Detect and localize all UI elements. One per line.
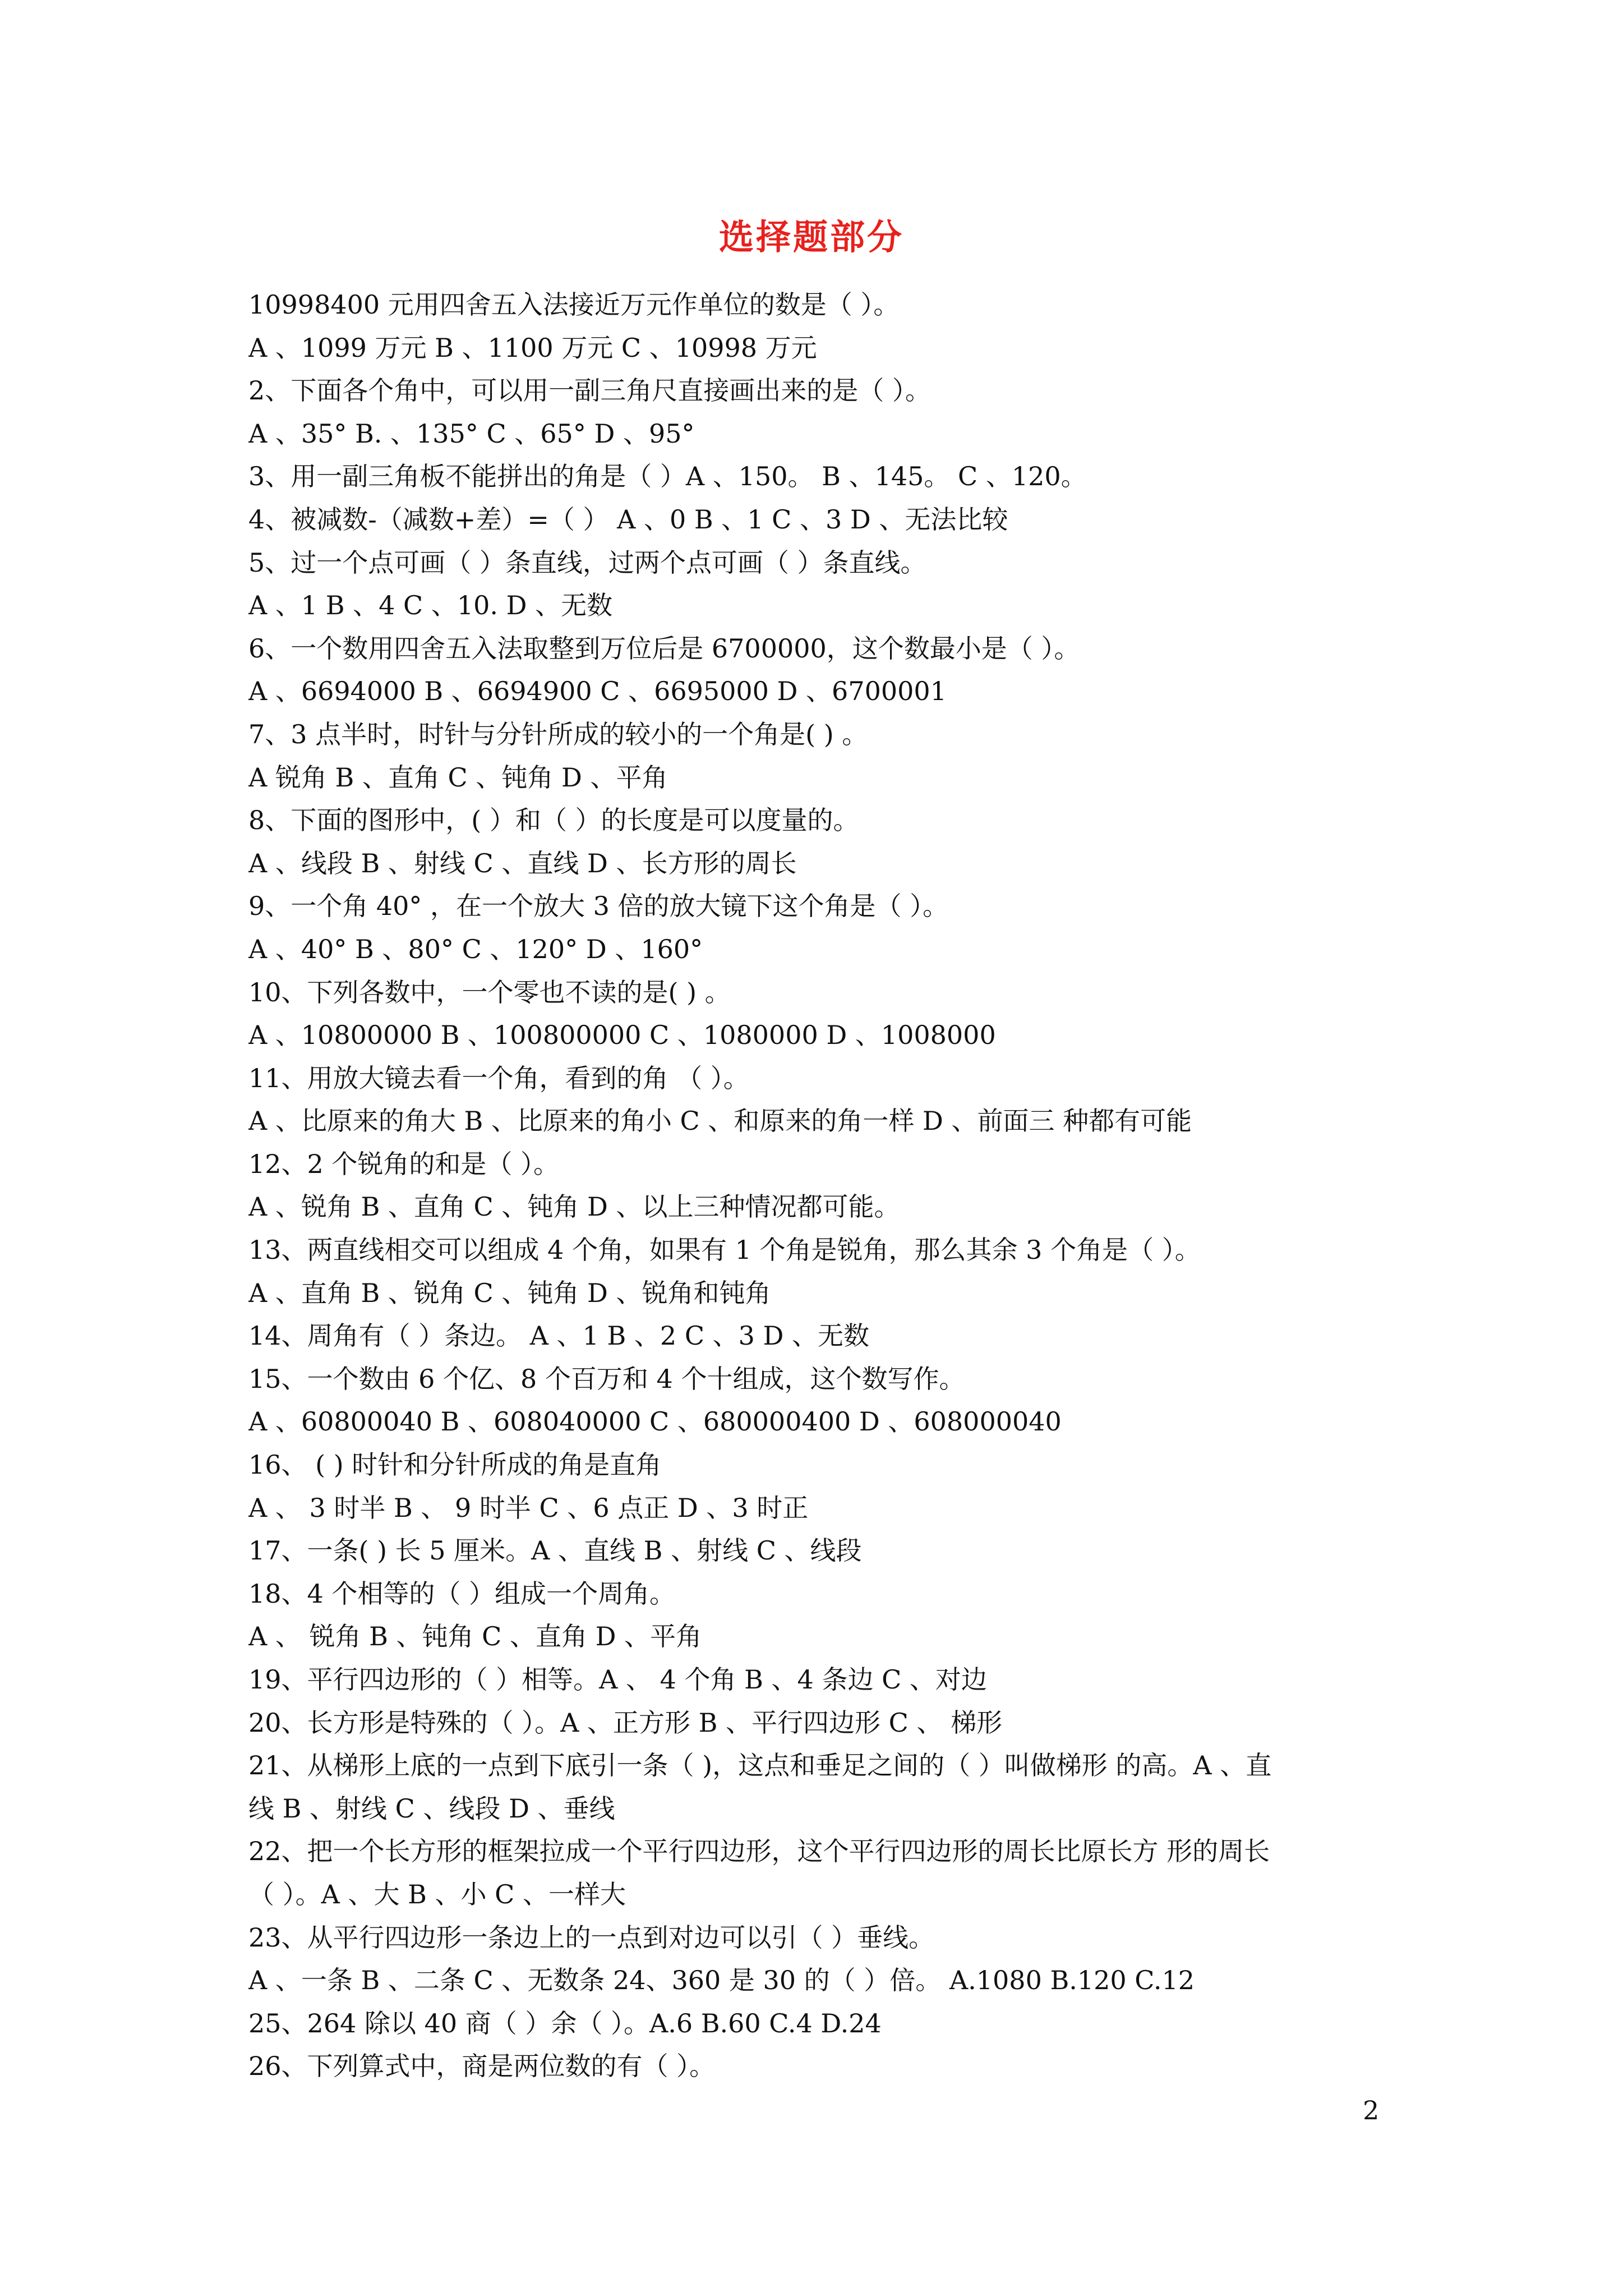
text-line: 19、平行四边形的（ ）相等。A 、 4 个角 B 、4 条边 C 、对边 (248, 1664, 987, 1695)
text-line: 10、下列各数中，一个零也不读的是( ) 。 (248, 977, 731, 1007)
text-line: A 、1 B 、4 C 、10. D 、无数 (248, 590, 613, 621)
text-line: 25、264 除以 40 商（ ）余（ ）。A.6 B.60 C.4 D.24 (248, 2008, 882, 2039)
text-line: 14、周角有（ ）条边。 A 、1 B 、2 C 、3 D 、无数 (248, 1320, 870, 1351)
question-list (248, 283, 1404, 2088)
text-line: 16、 ( ) 时针和分针所成的角是直角 (248, 1450, 662, 1480)
text-line: （ ）。A 、大 B 、小 C 、一样大 (248, 1879, 626, 1910)
text-line: A 、60800040 B 、608040000 C 、680000400 D 、608000040 (248, 1406, 1062, 1437)
text-line: 23、从平行四边形一条边上的一点到对边可以引（ ）垂线。 (248, 1922, 935, 1953)
text-line: 18、4 个相等的（ ）组成一个周角。 (248, 1578, 676, 1609)
text-line: 5、过一个点可画（ ）条直线，过两个点可画（ ）条直线。 (248, 547, 926, 578)
text-line: 8、下面的图形中，( ）和（ ）的长度是可以度量的。 (248, 805, 859, 836)
text-line: A 、一条 B 、二条 C 、无数条 24、360 是 30 的（ ）倍。 A.1080 B.120 C.12 (248, 1965, 1195, 1996)
text-line: 11、用放大镜去看一个角，看到的角 （ ）。 (248, 1062, 749, 1093)
text-line: A 、6694000 B 、6694900 C 、6695000 D 、6700001 (248, 676, 947, 707)
text-line: 10998400 元用四舍五入法接近万元作单位的数是（ ）。 (248, 289, 900, 320)
text-line: A 锐角 B 、直角 C 、钝角 D 、平角 (248, 762, 668, 793)
page-number: 2 (1363, 2095, 1380, 2125)
text-line: 6、一个数用四舍五入法取整到万位后是 6700000，这个数最小是（ ）。 (248, 633, 1080, 664)
text-line: 22、把一个长方形的框架拉成一个平行四边形，这个平行四边形的周长比原长方 形的周长 (248, 1836, 1270, 1867)
text-line: 13、两直线相交可以组成 4 个角，如果有 1 个角是锐角，那么其余 3 个角是（ ）。 (248, 1235, 1201, 1266)
text-line: 12、2 个锐角的和是（ ）。 (248, 1148, 560, 1179)
text-line: 2、下面各个角中，可以用一副三角尺直接画出来的是（ ）。 (248, 375, 931, 406)
text-line: A 、直角 B 、锐角 C 、钝角 D 、锐角和钝角 (248, 1277, 771, 1308)
text-line: A 、1099 万元 B 、1100 万元 C 、10998 万元 (248, 332, 817, 363)
text-line: 线 B 、射线 C 、线段 D 、垂线 (248, 1793, 615, 1824)
text-line: A 、 3 时半 B 、 9 时半 C 、6 点正 D 、3 时正 (248, 1492, 809, 1523)
section-title: 选择题部分 (718, 217, 904, 257)
text-line: 26、下列算式中，商是两位数的有（ ）。 (248, 2051, 716, 2082)
text-line: 21、从梯形上底的一点到下底引一条（ )，这点和垂足之间的（ ）叫做梯形 的高。A 、直 (248, 1750, 1272, 1781)
text-line: 20、长方形是特殊的（ ）。A 、正方形 B 、平行四边形 C 、 梯形 (248, 1707, 1003, 1738)
text-line: A 、10800000 B 、100800000 C 、1080000 D 、1008000 (248, 1020, 996, 1051)
text-line: 15、一个数由 6 个亿、8 个百万和 4 个十组成，这个数写作。 (248, 1363, 965, 1394)
text-line: 7、3 点半时，时针与分针所成的较小的一个角是( ) 。 (248, 719, 868, 749)
text-line: 9、一个角 40° ，在一个放大 3 倍的放大镜下这个角是（ ）。 (248, 891, 949, 922)
text-line: 17、一条( ) 长 5 厘米。A 、直线 B 、射线 C 、线段 (248, 1535, 862, 1566)
text-line: A 、35° B. 、135° C 、65° D 、95° (248, 418, 695, 449)
text-line: A 、40° B 、80° C 、120° D 、160° (248, 933, 703, 964)
text-line: 3、用一副三角板不能拼出的角是（ ）A 、150。 B 、145。 C 、120。 (248, 461, 1087, 492)
text-line: A 、比原来的角大 B 、比原来的角小 C 、和原来的角一样 D 、前面三 种都有可能 (248, 1106, 1192, 1137)
text-line: A 、锐角 B 、直角 C 、钝角 D 、以上三种情况都可能。 (248, 1191, 900, 1222)
text-line: 4、被减数-（减数+差）=（ ） A 、0 B 、1 C 、3 D 、无法比较 (248, 504, 1008, 535)
text-line: A 、线段 B 、射线 C 、直线 D 、长方形的周长 (248, 848, 797, 878)
text-line: A 、 锐角 B 、钝角 C 、直角 D 、平角 (248, 1621, 702, 1652)
